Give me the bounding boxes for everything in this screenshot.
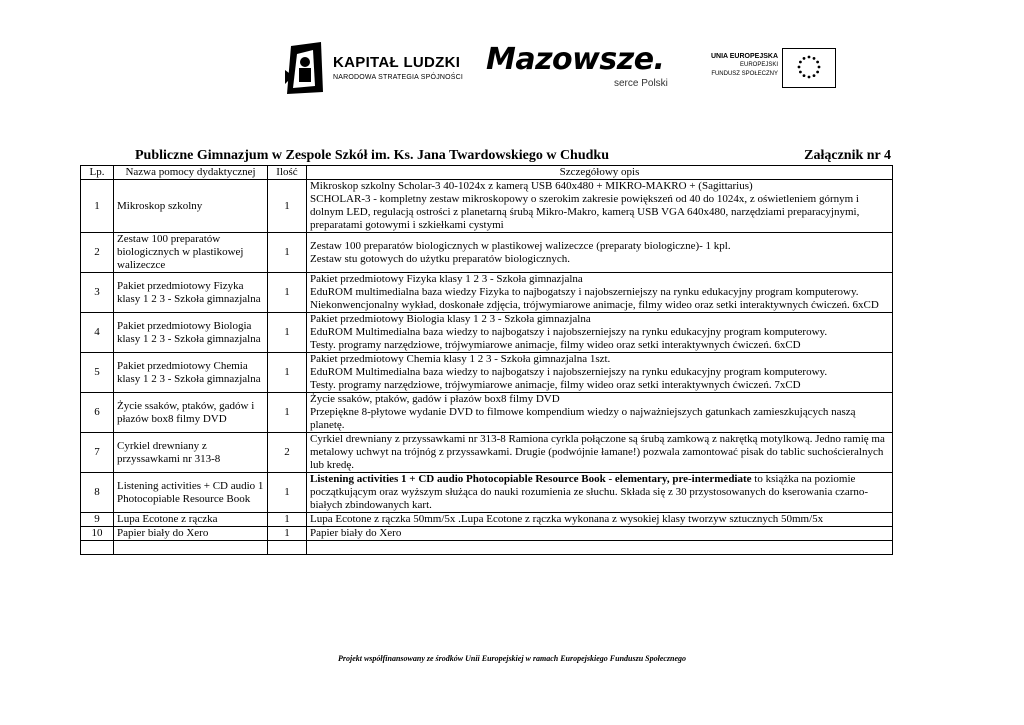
row-lp: 2 (81, 233, 114, 273)
eu-text (698, 52, 778, 79)
mazowsze-title: Mazowsze. (486, 42, 665, 77)
row-lp: 4 (81, 313, 114, 353)
col-desc-header: Szczegółowy opis (307, 166, 893, 180)
row-name: Życie ssaków, ptaków, gadów i płazów box8 filmy DVD (114, 393, 268, 433)
desc-line: Cyrkiel drewniany z przyssawkami nr 313-8 Ramiona cyrkla połączone są śrubą zamkową z nakrętką motylkową. Jedno ramię ma metalowy uchwyt na trójnóg z przyssawkami. Drugie (podwójnie łamane!) pozwala zamontować pisak do tablic suchościeralnych lub kredę. (310, 433, 885, 471)
kapital-ludzki-emblem-icon (283, 40, 329, 96)
logo-bar (0, 38, 1024, 98)
row-lp: 7 (81, 433, 114, 473)
table-row (81, 393, 893, 433)
eu-line3: FUNDUSZ SPOŁECZNY (711, 71, 778, 77)
desc-line: Lupa Ecotone z rączka 50mm/5x .Lupa Ecotone z rączka wykonana z wysokiej klasy tworzyw sztucznych 50mm/5x (310, 513, 824, 525)
row-lp: 5 (81, 353, 114, 393)
table-row (81, 313, 893, 353)
desc-line: Papier biały do Xero (310, 527, 402, 539)
table-row (81, 353, 893, 393)
desc-line: Pakiet przedmiotowy Chemia klasy 1 2 3 - Szkoła gimnazjalna 1szt. (310, 353, 611, 365)
table-row (81, 473, 893, 513)
kapital-ludzki-subtitle: NARODOWA STRATEGIA SPÓJNOŚCI (333, 74, 464, 81)
desc-line: Życie ssaków, ptaków, gadów i płazów box8 filmy DVD (310, 393, 560, 405)
desc-line: Mikroskop szkolny Scholar-3 40-1024x z kamerą USB 640x480 + MIKRO-MAKRO + (Sagittarius) (310, 180, 753, 192)
row-lp: 3 (81, 273, 114, 313)
row-name: Zestaw 100 preparatów biologicznych w plastikowej walizeczce (114, 233, 268, 273)
table-row-empty (81, 541, 893, 555)
row-desc (307, 433, 893, 473)
desc-line: Zestaw 100 preparatów biologicznych w plastikowej walizeczce (preparaty biologiczne)- 1 kpl. (310, 239, 731, 252)
row-qty: 1 (268, 513, 307, 527)
row-qty: 1 (268, 180, 307, 233)
row-qty: 1 (268, 527, 307, 541)
row-lp: 10 (81, 527, 114, 541)
eu-line2: EUROPEJSKI (739, 62, 778, 68)
row-desc (307, 353, 893, 393)
desc-line: SCHOLAR-3 - kompletny zestaw mikroskopowy o szerokim zakresie powiększeń od 40 do 1024x, z oświetleniem górnym i dolnym LED, regulacją ostrości z planetarną śrubą Mikro-Makro, kamerą USB VGA 640x480, narzędziami preparacyjnymi, preparatami gotowymi i szkiełkami cystymi (310, 193, 860, 231)
empty-cell (307, 541, 893, 555)
table-row (81, 433, 893, 473)
row-name: Lupa Ecotone z rączka (114, 513, 268, 527)
items-table (80, 165, 893, 555)
row-desc (307, 513, 893, 527)
col-name-header: Nazwa pomocy dydaktycznej (114, 166, 268, 180)
row-name: Pakiet przedmiotowy Fizyka klasy 1 2 3 - Szkoła gimnazjalna (114, 273, 268, 313)
mazowsze-subtitle: serce Polski (614, 78, 668, 89)
desc-line: Przepiękne 8-płytowe wydanie DVD to filmowe kompendium wiedzy o najważniejszych gatunkach zamieszkujących naszą planetę. (310, 406, 856, 431)
col-lp-header: Lp. (81, 166, 114, 180)
row-qty: 1 (268, 393, 307, 433)
row-qty: 1 (268, 273, 307, 313)
table-row (81, 513, 893, 527)
eu-flag-icon (782, 48, 836, 88)
mazowsze-logo (486, 42, 676, 92)
empty-cell (114, 541, 268, 555)
row-desc (307, 180, 893, 233)
row-name: Mikroskop szkolny (114, 180, 268, 233)
row-qty: 1 (268, 473, 307, 513)
desc-line: Pakiet przedmiotowy Biologia klasy 1 2 3 - Szkoła gimnazjalna (310, 313, 591, 325)
row-lp: 1 (81, 180, 114, 233)
row-desc (307, 393, 893, 433)
desc-line: Testy. programy narzędziowe, trójwymiarowe animacje, filmy wideo oraz setki interaktywnych ćwiczeń. 6xCD (310, 339, 801, 351)
eu-logo (698, 48, 838, 92)
desc-line: EduROM Multimedialna baza wiedzy to najbogatszy i najobszerniejszy na rynku edukacyjny program komputerowy. (310, 366, 828, 378)
row-qty: 1 (268, 233, 307, 273)
annex-label: Załącznik nr 4 (804, 148, 891, 163)
row-qty: 1 (268, 313, 307, 353)
row-desc (307, 273, 893, 313)
table-row (81, 233, 893, 273)
desc-bold: Listening activities 1 + CD audio Photocopiable Resource Book - elementary, pre-intermediate (310, 473, 752, 485)
row-desc (307, 233, 893, 273)
table-header-row (81, 166, 893, 180)
table-row (81, 180, 893, 233)
desc-line: EduROM Multimedialna baza wiedzy to najbogatszy i najobszerniejszy na rynku edukacyjny program komputerowy. (310, 326, 828, 338)
empty-cell (268, 541, 307, 555)
table-row (81, 273, 893, 313)
row-desc (307, 313, 893, 353)
row-name: Papier biały do Xero (114, 527, 268, 541)
desc-line: Testy. programy narzędziowe, trójwymiarowe animacje, filmy wideo oraz setki interaktywnych ćwiczeń. 7xCD (310, 379, 801, 391)
row-lp: 6 (81, 393, 114, 433)
row-lp: 9 (81, 513, 114, 527)
row-name: Pakiet przedmiotowy Biologia klasy 1 2 3 - Szkoła gimnazjalna (114, 313, 268, 353)
school-title: Publiczne Gimnazjum w Zespole Szkół im. Ks. Jana Twardowskiego w Chudku (135, 148, 609, 163)
row-lp: 8 (81, 473, 114, 513)
kapital-ludzki-title: KAPITAŁ LUDZKI (333, 54, 461, 71)
eu-line1: UNIA EUROPEJSKA (710, 53, 778, 60)
col-qty-header: Ilość (268, 166, 307, 180)
row-name: Listening activities + CD audio 1 Photocopiable Resource Book (114, 473, 268, 513)
row-qty: 2 (268, 433, 307, 473)
row-name: Pakiet przedmiotowy Chemia klasy 1 2 3 - Szkoła gimnazjalna (114, 353, 268, 393)
desc-line: to książka na poziomie początkującym oraz wyższym służąca do nauki rozumienia ze słuchu. Składa się z 30 przystosowanych do kserowania czarno-białych zbindowanych kart. (310, 473, 869, 511)
desc-line: Pakiet przedmiotowy Fizyka klasy 1 2 3 - Szkoła gimnazjalna (310, 273, 583, 285)
funding-footer: Projekt współfinansowany ze środków Unii Europejskiej w ramach Europejskiego Funduszu Społecznego (337, 654, 687, 663)
desc-line: EduROM multimedialna baza wiedzy Fizyka to najbogatszy i najobszerniejszy na rynku edukacyjny program komputerowy. Niekonwencjonalny wykład, doskonałe zdjęcia, trójwymiarowe animacje, filmy wideo oraz setki interaktywnych ćwiczeń. 6xCD (310, 286, 879, 311)
row-name: Cyrkiel drewniany z przyssawkami nr 313-8 (114, 433, 268, 473)
document-header (135, 148, 891, 166)
row-desc (307, 473, 893, 513)
row-qty: 1 (268, 353, 307, 393)
kapital-ludzki-logo (283, 40, 463, 96)
row-desc (307, 527, 893, 541)
empty-cell (81, 541, 114, 555)
desc-line: Zestaw stu gotowych do użytku preparatów biologicznych. (310, 252, 570, 265)
table-row (81, 527, 893, 541)
